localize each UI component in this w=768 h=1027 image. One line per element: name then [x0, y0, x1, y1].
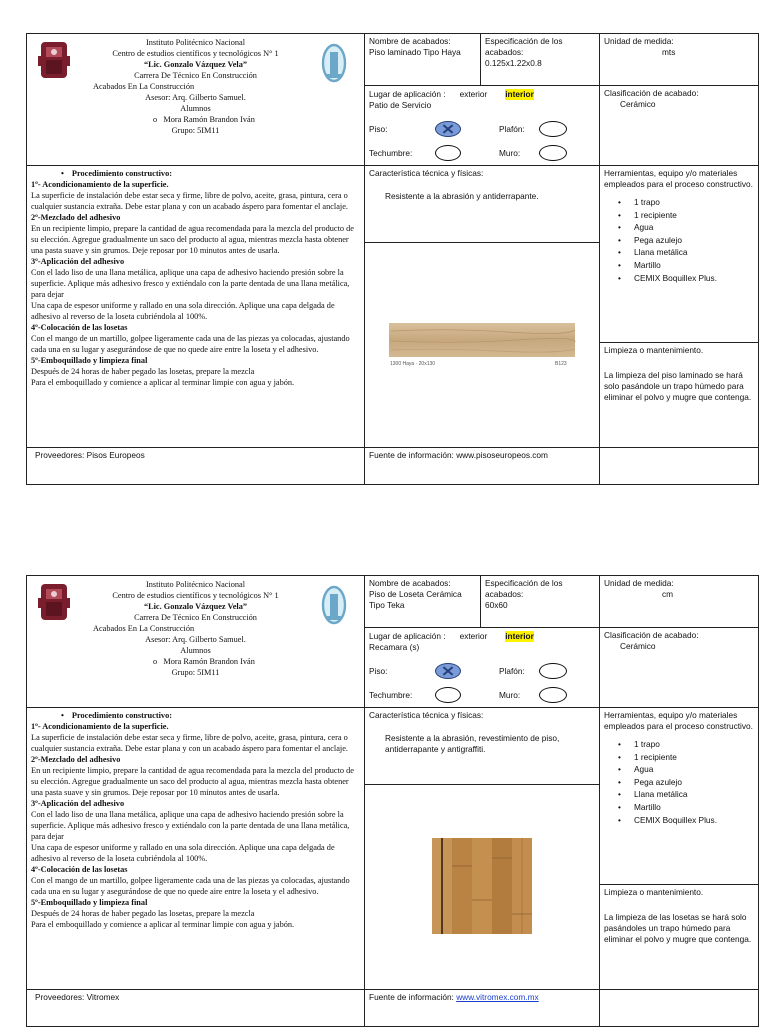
finish-name-label: Nombre de acabados: — [369, 36, 451, 46]
tool-item: • Agua — [634, 763, 754, 776]
tool-item: • Llana metálica — [634, 246, 754, 259]
subject-name: Acabados En La Construcción — [93, 82, 195, 91]
procedure-title: • Procedimiento constructivo: — [31, 168, 360, 179]
classification-label: Clasificación de acabado: — [604, 630, 699, 640]
procedure-step-title: 3º-Aplicación del adhesivo — [31, 257, 125, 266]
classification-label: Clasificación de acabado: — [604, 88, 699, 98]
procedure-step-text: La superficie de instalación debe estar seca y firme, libre de polvo, aceite, grasa, pintura, cera o cualquier sustancia extraña. Debe estar plana y con un acabado áspero para fomentar el anclaje. — [31, 733, 348, 753]
floor-ceiling-line — [369, 121, 595, 137]
center-name: Centro de estudios científicos y tecnológicos N° 1 — [112, 49, 279, 58]
wall-option-icon[interactable] — [539, 687, 567, 703]
students-label: Alumnos — [180, 104, 211, 113]
application-place: Patio de Servicio — [369, 100, 432, 110]
sheet-1-table — [26, 33, 759, 485]
classification-cell — [600, 628, 759, 708]
institute-name: Instituto Politécnico Nacional — [145, 38, 246, 47]
procedure-title: • Procedimiento constructivo: — [31, 710, 360, 721]
finish-name-value: Piso de Loseta Cerámica Tipo Teka — [369, 589, 462, 610]
application-cell — [365, 628, 600, 708]
patron-name: “Lic. Gonzalo Vázquez Vela” — [143, 60, 248, 69]
cecyt-logo — [321, 42, 347, 84]
student-name-line — [75, 114, 316, 125]
unit-cell — [600, 34, 759, 86]
advisor-name: Asesor: Arq. Gilberto Samuel. — [145, 93, 246, 102]
students-label: Alumnos — [180, 646, 211, 655]
student-name: Mora Ramón Brandon Iván — [163, 657, 255, 666]
wall-option-icon[interactable] — [539, 145, 567, 161]
tool-item: • Llana metálica — [634, 788, 754, 801]
tools-cell — [600, 708, 759, 885]
application-interior: interior — [505, 631, 534, 641]
procedure-lines — [31, 179, 360, 388]
procedure-step-text: Una capa de espesor uniforme y rallado en una sola dirección. Aplique una capa delgada de adhesivo al reverso de la loseta cubriéndola al 100%. — [31, 843, 335, 863]
group-name: Grupo: 5IM11 — [171, 668, 220, 677]
tool-item: • 1 recipiente — [634, 751, 754, 764]
procedure-step-text: Con el mango de un martillo, golpee ligeramente cada una de las piezas ya colocadas, ajustando cada una en su lugar y asegurándose de que no quede aire entre la loseta y el adhesivo. — [31, 876, 350, 896]
cleaning-label: Limpieza o mantenimiento. — [604, 345, 704, 355]
procedure-step-title: 3º-Aplicación del adhesivo — [31, 799, 125, 808]
suppliers-value: Vitromex — [86, 992, 120, 1002]
procedure-step-text: Una capa de espesor uniforme y rallado en una sola dirección. Aplique una capa delgada de adhesivo al reverso de la loseta cubriéndola al 100%. — [31, 301, 335, 321]
classification-cell — [600, 86, 759, 166]
procedure-lines — [31, 721, 360, 930]
plank-caption-right: B123 — [555, 360, 567, 367]
procedure-step-text: Con el mango de un martillo, golpee ligeramente cada una de las piezas ya colocadas, ajustando cada una en su lugar y asegurándose de que no quede aire entre la loseta y el adhesivo. — [31, 334, 350, 354]
subject-name: Acabados En La Construcción — [93, 624, 195, 633]
ceiling-option-icon[interactable] — [539, 663, 567, 679]
source-cell — [365, 448, 600, 485]
unit-value: mts — [662, 47, 676, 57]
institute-name: Instituto Politécnico Nacional — [145, 580, 246, 589]
career-name: Carrera De Técnico En Construcción — [134, 71, 257, 80]
technical-value: Resistente a la abrasión, revestimiento de piso, antiderrapante y antigraffiti. — [385, 733, 560, 754]
student-bullet: o — [153, 657, 158, 666]
technical-value: Resistente a la abrasión y antiderrapante. — [385, 191, 539, 201]
procedure-cell — [27, 166, 365, 448]
classification-value: Cerámico — [620, 99, 656, 109]
procedure-step-title: 1º- Acondicionamiento de la superficie. — [31, 722, 169, 731]
application-cell — [365, 86, 600, 166]
tool-item: • Martillo — [634, 801, 754, 814]
application-exterior: exterior — [459, 89, 488, 99]
suppliers-value: Pisos Europeos — [86, 450, 145, 460]
tools-label: Herramientas, equipo y/o materiales empleados para el proceso constructivo. — [604, 168, 753, 189]
technical-label: Característica técnica y físicas: — [369, 710, 484, 720]
tool-item: • Martillo — [634, 259, 754, 272]
product-image-cell — [365, 243, 600, 448]
tool-item: • Pega azulejo — [634, 234, 754, 247]
ipn-logo — [37, 38, 71, 82]
ceiling-label: Plafón: — [499, 665, 525, 676]
roof-label: Techumbre: — [369, 689, 413, 700]
procedure-step-text: Para el emboquillado y comience a aplicar al terminar limpie con agua y jabón. — [31, 378, 295, 387]
wall-label: Muro: — [499, 147, 521, 158]
procedure-step-title: 1º- Acondicionamiento de la superficie. — [31, 180, 169, 189]
finish-name-cell — [365, 34, 481, 86]
school-header — [27, 576, 365, 708]
roof-wall-line — [369, 145, 595, 161]
application-interior: interior — [505, 89, 534, 99]
procedure-step-title: 5º-Emboquillado y limpieza final — [31, 898, 148, 907]
procedure-step-text: En un recipiente limpio, prepare la cantidad de agua recomendada para la mezcla del producto de su elección. Agregue gradualmente un saco del producto al agua, mientras mezcla hasta obtener una pasta suave y sin grumos. Deje reposar por 10 minutos antes de usarla. — [31, 224, 354, 255]
unit-value: cm — [662, 589, 674, 599]
group-name: Grupo: 5IM11 — [171, 126, 220, 135]
floor-ceiling-line — [369, 663, 595, 679]
tools-cell — [600, 166, 759, 343]
technical-cell — [365, 708, 600, 785]
technical-cell — [365, 166, 600, 243]
sheet-2 — [26, 575, 758, 1027]
unit-label: Unidad de medida: — [604, 578, 674, 588]
procedure-step-title: 4º-Colocación de las losetas — [31, 323, 128, 332]
ipn-logo — [37, 580, 71, 624]
plank-caption-left: 1300 Haya · 20x130 — [390, 360, 436, 367]
floor-label: Piso: — [369, 665, 388, 676]
procedure-step-text: Para el emboquillado y comience a aplicar al terminar limpie con agua y jabón. — [31, 920, 295, 929]
suppliers-prefix: Proveedores: — [35, 992, 85, 1002]
advisor-name: Asesor: Arq. Gilberto Samuel. — [145, 635, 246, 644]
procedure-step-title: 4º-Colocación de las losetas — [31, 865, 128, 874]
cleaning-value: La limpieza de las losetas se hará solo pasándoles un trapo húmedo para eliminar el polvo y mugre que contenga. — [604, 912, 752, 944]
procedure-step-text: En un recipiente limpio, prepare la cantidad de agua recomendada para la mezcla del producto de su elección. Agregue gradualmente un saco del producto al agua, mientras mezcla hasta obtener una pasta suave y sin grumos. Deje reposar por 10 minutos antes de usarla. — [31, 766, 354, 797]
career-name: Carrera De Técnico En Construcción — [134, 613, 257, 622]
application-label: Lugar de aplicación : — [369, 89, 446, 99]
tool-item: • CEMIX Boquillex Plus. — [634, 814, 754, 827]
tools-label: Herramientas, equipo y/o materiales empleados para el proceso constructivo. — [604, 710, 753, 731]
spec-label: Especificación de los acabados: — [485, 578, 563, 599]
roof-option-icon[interactable] — [435, 145, 461, 161]
procedure-step-title: 2º-Mezclado del adhesivo — [31, 213, 121, 222]
finish-name-value: Piso laminado Tipo Haya — [369, 47, 461, 57]
floor-selected-icon[interactable] — [435, 121, 461, 137]
sheet-2-table — [26, 575, 759, 1027]
center-name: Centro de estudios científicos y tecnológicos N° 1 — [112, 591, 279, 600]
procedure-step-text: La superficie de instalación debe estar seca y firme, libre de polvo, aceite, grasa, pintura, cera o cualquier sustancia extraña. Debe estar plana y con un acabado áspero para fomentar el anclaje. — [31, 191, 348, 211]
spec-cell — [481, 576, 600, 628]
procedure-step-title: 5º-Emboquillado y limpieza final — [31, 356, 148, 365]
procedure-step-text: Después de 24 horas de haber pegado las losetas, prepare la mezcla — [31, 367, 255, 376]
haya-plank-image — [387, 321, 577, 367]
product-image-cell — [365, 785, 600, 990]
source-value: www.pisoseuropeos.com — [456, 450, 548, 460]
tool-item: • Agua — [634, 221, 754, 234]
source-cell — [365, 990, 600, 1027]
spec-label: Especificación de los acabados: — [485, 36, 563, 57]
school-header — [27, 34, 365, 166]
spec-cell — [481, 34, 600, 86]
tool-item: • CEMIX Boquillex Plus. — [634, 272, 754, 285]
floor-selected-icon[interactable] — [435, 663, 461, 679]
patron-name: “Lic. Gonzalo Vázquez Vela” — [143, 602, 248, 611]
footer-empty-cell — [600, 990, 759, 1027]
procedure-step-text: Con el lado liso de una llana metálica, aplique una capa de adhesivo haciendo presión sobre la superficie. Aplique más adhesivo fresco y extiéndalo con la parte dentada de una llana metálica, para dejar — [31, 810, 350, 841]
classification-value: Cerámico — [620, 641, 656, 651]
application-line — [369, 89, 595, 100]
application-label: Lugar de aplicación : — [369, 631, 446, 641]
tool-item: • Pega azulejo — [634, 776, 754, 789]
student-bullet: o — [153, 115, 158, 124]
student-name-line — [75, 656, 316, 667]
tool-item: • 1 trapo — [634, 738, 754, 751]
roof-option-icon[interactable] — [435, 687, 461, 703]
ceiling-option-icon[interactable] — [539, 121, 567, 137]
tool-item: • 1 recipiente — [634, 209, 754, 222]
spec-value: 0.125x1.22x0.8 — [485, 58, 542, 68]
tools-list — [604, 196, 754, 284]
floor-label: Piso: — [369, 123, 388, 134]
procedure-step-title: 2º-Mezclado del adhesivo — [31, 755, 121, 764]
teka-tile-image — [430, 836, 534, 936]
spec-value: 60x60 — [485, 600, 508, 610]
suppliers-cell — [27, 448, 365, 485]
cleaning-value: La limpieza del piso laminado se hará solo pasándole un trapo húmedo para eliminar el polvo y mugre que contenga. — [604, 370, 752, 402]
wall-label: Muro: — [499, 689, 521, 700]
application-exterior: exterior — [459, 631, 488, 641]
technical-label: Característica técnica y físicas: — [369, 168, 484, 178]
suppliers-prefix: Proveedores: — [35, 450, 85, 460]
finish-name-label: Nombre de acabados: — [369, 578, 451, 588]
unit-label: Unidad de medida: — [604, 36, 674, 46]
sheet-1 — [26, 33, 758, 485]
application-place: Recamara (s) — [369, 642, 420, 652]
ceiling-label: Plafón: — [499, 123, 525, 134]
suppliers-cell — [27, 990, 365, 1027]
procedure-cell — [27, 708, 365, 990]
procedure-step-text: Con el lado liso de una llana metálica, aplique una capa de adhesivo haciendo presión sobre la superficie. Aplique más adhesivo fresco y extiéndalo con la parte dentada de una llana metálica, para dejar — [31, 268, 350, 299]
tool-item: • 1 trapo — [634, 196, 754, 209]
application-line — [369, 631, 595, 642]
finish-name-cell — [365, 576, 481, 628]
procedure-step-text: Después de 24 horas de haber pegado las losetas, prepare la mezcla — [31, 909, 255, 918]
cleaning-label: Limpieza o mantenimiento. — [604, 887, 704, 897]
footer-empty-cell — [600, 448, 759, 485]
source-prefix: Fuente de información: — [369, 450, 454, 460]
student-name: Mora Ramón Brandon Iván — [163, 115, 255, 124]
unit-cell — [600, 576, 759, 628]
cecyt-logo — [321, 584, 347, 626]
roof-wall-line — [369, 687, 595, 703]
cleaning-cell — [600, 343, 759, 448]
cleaning-cell — [600, 885, 759, 990]
source-link[interactable]: www.vitromex.com.mx — [456, 992, 539, 1002]
roof-label: Techumbre: — [369, 147, 413, 158]
tools-list — [604, 738, 754, 826]
source-prefix: Fuente de información: — [369, 992, 454, 1002]
